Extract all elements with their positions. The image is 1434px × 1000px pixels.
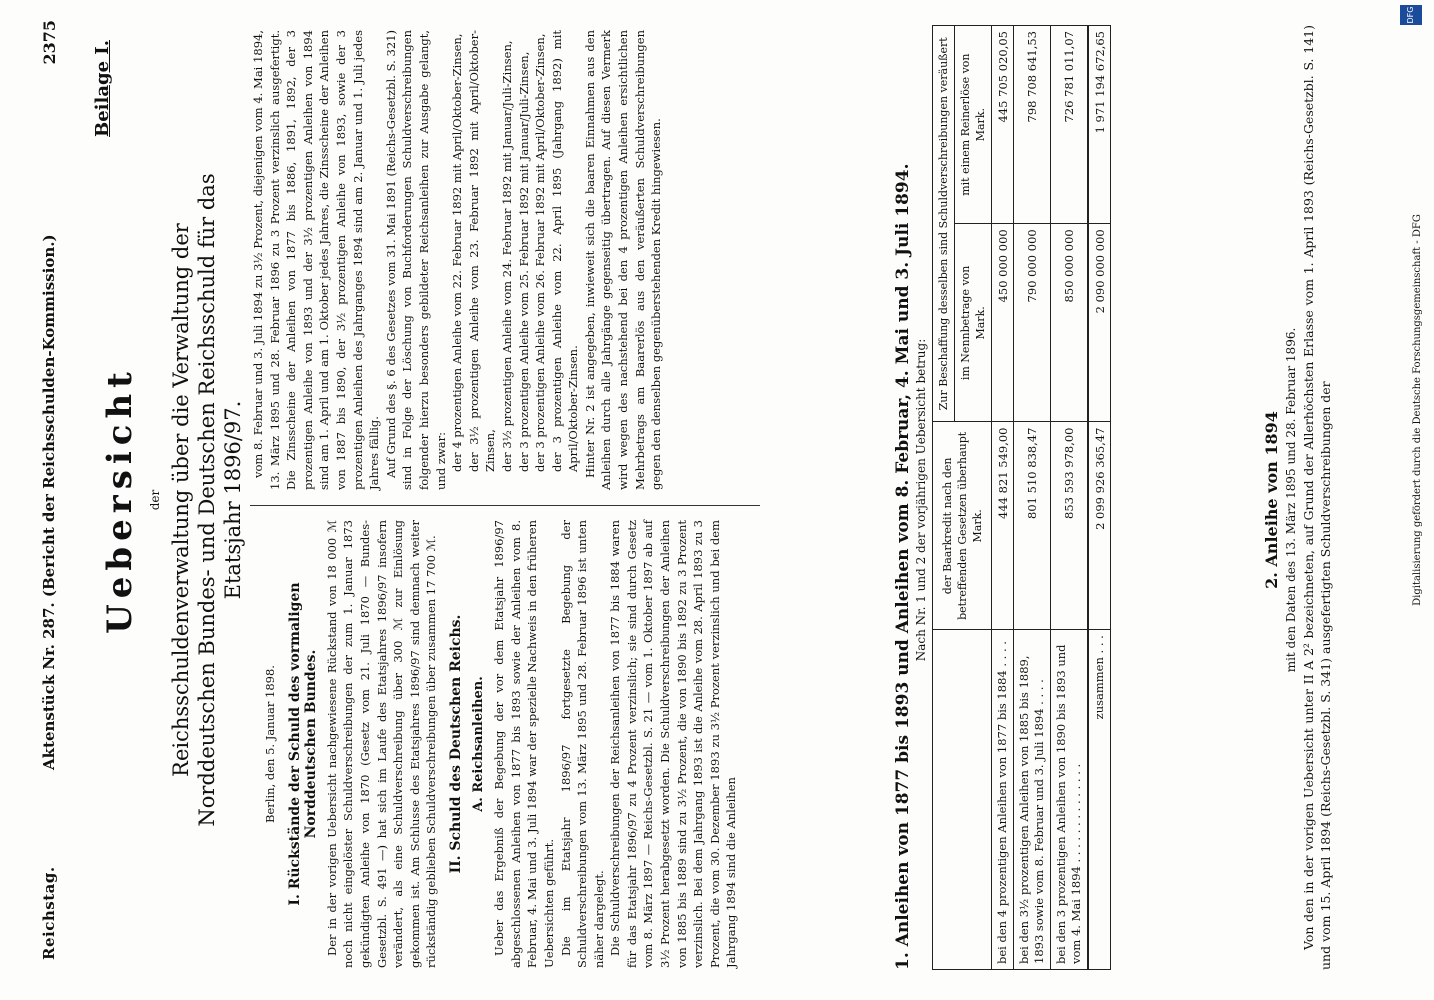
paragraph: Die im Etatsjahr 1896/97 fortgesetzte Begebung der Schuldverschreibungen vom 13. März 1895 und 28. Februar 1896 ist unten näher dargelegt. bbox=[558, 520, 606, 968]
row-label: bei den 3½ prozentigen Anleihen von 1885 bis 1889, 1893 sowie vom 8. Februar und 3. Juli 1894 . . . . bbox=[1014, 630, 1051, 970]
table-subtitle: Nach Nr. 1 und 2 der vorjährigen Uebersicht betrug: bbox=[914, 338, 928, 662]
table-row bbox=[1051, 26, 1089, 970]
title-der: der bbox=[148, 489, 162, 511]
cell-erloes: 726 781 011,07 bbox=[1051, 26, 1089, 224]
table-sum-row bbox=[1088, 26, 1111, 970]
dfg-logo: DFG bbox=[1400, 5, 1422, 25]
row-label: bei den 4 prozentigen Anleihen von 1877 bis 1884 . . . . bbox=[992, 630, 1014, 970]
list-item: der 3½ prozentigen Anleihe vom 23. Februar 1892 mit April/Oktober-Zinsen, bbox=[466, 30, 498, 472]
sum-label: zusammen . . . bbox=[1088, 630, 1111, 970]
list-item: der 3 prozentigen Anleihe vom 22. April 1895 (Jahrgang 1892) mit April/Oktober-Zinsen. bbox=[549, 30, 581, 472]
cell-kredit: 801 510 838,47 bbox=[1014, 422, 1051, 630]
table-row bbox=[992, 26, 1014, 970]
section-heading-1: I. Rückstände der Schuld des vormaligen Norddeutschen Bundes. bbox=[286, 582, 320, 906]
paragraph: Der in der vorigen Uebersicht nachgewiesene Rückstand von 18 000 ℳ noch nicht eingelöster Schuldverschreibungen der zum 1. Januar 1873 gekündigten Anleihe von 1870 (Gesetz vom 21. Juli 1870 — Bundes-Gesetzbl. S. 491 —) hat sich im Laufe des Etatsjahres 1896/97 insofern verändert, als eine Schuldverschreibung über 300 ℳ zur Einlösung gekommen ist. Am Schlusse des Etatsjahres 1896/97 sind demnach weiter rückständig geblieben Schuldverschreibungen über zusammen 17 700 ℳ. bbox=[324, 520, 439, 968]
cell-nenn: 850 000 000 bbox=[1051, 224, 1089, 422]
header-kredit-label: der Baarkredit nach den betreffenden Gesetzen überhaupt bbox=[940, 431, 969, 620]
sum-kredit: 2 099 926 365,47 bbox=[1088, 422, 1111, 630]
anleihen-table bbox=[932, 25, 1111, 970]
cell-erloes: 445 705 020,05 bbox=[992, 26, 1014, 224]
anleihe-2-text: Von den in der vorigen Uebersicht unter II A 2² bezeichneten, auf Grund der Allerhöchsten Erlasse vom 1. April 1893 (Reichs-Gesetzbl. S. 141) und vom 15. April 1894 (Reichs-Gesetzbl. S. 341) ausgefertigten Schuldverschreibungen der bbox=[1301, 25, 1333, 970]
unit-label: Mark. bbox=[970, 509, 984, 543]
table-header-row bbox=[933, 26, 955, 970]
header-reichstag: Reichstag. bbox=[40, 866, 58, 960]
list-item: der 3 prozentigen Anleihe vom 26. Februar 1892 mit April/Oktober-Zinsen, bbox=[533, 33, 548, 472]
document-subtitle: Reichsschuldenverwaltung über die Verwaltung der Norddeutschen Bundes- und Deutschen Reichsschuld für das Etatsjahr 1896/97. bbox=[169, 173, 245, 827]
sum-nenn: 2 090 000 000 bbox=[1088, 224, 1111, 422]
header-empty bbox=[933, 630, 992, 970]
cell-kredit: 444 821 549,00 bbox=[992, 422, 1014, 630]
unit-label: Mark. bbox=[974, 108, 987, 142]
digitization-note: Digitalisierung gefördert durch die Deutsche Forschungsgemeinschaft - DFG bbox=[1412, 214, 1423, 606]
row-label: bei den 3 prozentigen Anleihen von 1890 bis 1893 und vom 4. Mai 1894 . . . . . . . . . . . . . . bbox=[1051, 630, 1089, 970]
text-column-left bbox=[262, 520, 740, 968]
paragraph: vom 8. Februar und 3. Juli 1894 zu 3½ Prozent, diejenigen vom 4. Mai 1894, 13. März 1895 und 28. Februar 1896 zu 3 Prozent verzinslich ausgefertigt. Die Zinsscheine der Anleihen von 1877 bis 1886, 1891, 1892, der 3 prozentigen Anleihe von 1893 und der 3½ prozentigen Anleihen von 1894 sind am 1. April und am 1. Oktober jedes Jahres, die Zinsscheine der Anleihen von 1887 bis 1890, der 3½ prozentigen Anleihe von 1893, sowie der 3 prozentigen Anleihen des Jahrganges 1894 sind am 2. Januar und 1. Juli jedes Jahres fällig. bbox=[251, 30, 382, 490]
document-title: Uebersicht bbox=[100, 366, 140, 634]
page-header bbox=[18, 20, 68, 960]
cell-nenn: 790 000 000 bbox=[1014, 224, 1051, 422]
paragraph: Hinter Nr. 2 ist angegeben, inwieweit sich die baaren Einnahmen aus den Anleihen durch alle Jahrgänge gegenseitig übertragen. Auf diesen Vermerk wird wegen des nachstehend bei den 4 prozentigen Anleihen ersichtlichen Mehrbetrags am Baarerlös aus den veräußerten Schuldverschreibungen gegen den denselben gegenüberstehenden Kredit hingewiesen. bbox=[582, 30, 664, 490]
list-item: der 3½ prozentigen Anleihe vom 24. Februar 1892 mit Januar/Juli-Zinsen, bbox=[499, 40, 514, 472]
sum-erloes: 1 971 194 672,65 bbox=[1088, 26, 1111, 224]
paragraph: Die Schuldverschreibungen der Reichsanleihen von 1877 bis 1884 waren für das Etatsjahr 1896/97 zu 4 Prozent verzinslich; sie sind durch Gesetz vom 8. März 1897 — Reichs-Gesetzbl. S. 21 — vom 1. Oktober 1897 ab auf 3½ Prozent herabgesetzt worden. Die Schuldverschreibungen der Anleihen von 1885 bis 1889 sind zu 3½ Prozent, die von 1890 bis 1892 zu 3 Prozent verzinslich. Bei dem Jahrgang 1893 ist die Anleihe vom 28. April 1893 zu 3 Prozent, die vom 30. Dezember 1893 zu 3½ Prozent verzinslich und bei dem Jahrgang 1894 sind die Anleihen bbox=[608, 520, 739, 968]
header-nenn bbox=[955, 224, 992, 422]
table-row bbox=[1014, 26, 1051, 970]
page-number: 2375 bbox=[40, 20, 59, 65]
header-nenn-label: im Nennbetrage von bbox=[959, 265, 972, 381]
beilage-label: Beilage I. bbox=[92, 40, 113, 137]
cell-kredit: 853 593 978,00 bbox=[1051, 422, 1089, 630]
anleihe-2-subtitle: mit den Daten des 13. März 1895 und 28. Februar 1896. bbox=[1284, 327, 1298, 673]
cell-nenn: 450 000 000 bbox=[992, 224, 1014, 422]
cell-erloes: 798 708 641,53 bbox=[1014, 26, 1051, 224]
header-erloes bbox=[955, 26, 992, 224]
date-line: Berlin, den 5. Januar 1898. bbox=[263, 665, 277, 823]
section-heading-2: II. Schuld des Deutschen Reichs. bbox=[447, 614, 464, 874]
paragraph: Auf Grund des §. 6 des Gesetzes vom 31. Mai 1891 (Reichs-Gesetzbl. S. 321) sind in Folge der Löschung von Buchforderungen Schuldverschreibungen folgender hierzu besonders gebildeter Reichsanleihen zur Ausgabe gelangt, und zwar: bbox=[383, 30, 448, 490]
unit-label: Mark. bbox=[974, 306, 987, 340]
column-divider bbox=[250, 505, 760, 506]
list-item: der 3 prozentigen Anleihe vom 25. Februar 1892 mit Januar/Juli-Zinsen, bbox=[516, 51, 531, 472]
text-column-right bbox=[250, 30, 665, 490]
table-title: 1. Anleihen von 1877 bis 1893 und Anleihen vom 8. Februar, 4. Mai und 3. Juli 1894. bbox=[893, 163, 913, 970]
header-erloes-label: mit einem Reinerlöse von bbox=[959, 53, 972, 196]
header-kredit bbox=[933, 422, 992, 630]
list-item: der 4 prozentigen Anleihe vom 22. Februar 1892 mit April/Oktober-Zinsen, bbox=[450, 33, 465, 472]
paragraph: Ueber das Ergebniß der Begebung der vor dem Etatsjahr 1896/97 abgeschlossenen Anleihen von 1877 bis 1893 sowie der Anleihen vom 8. Februar, 4. Mai und 3. Juli 1894 war der spezielle Nachweis in den früheren Uebersichten geführt. bbox=[492, 520, 556, 968]
header-aktenstueck: Aktenstück Nr. 287. (Bericht der Reichsschulden-Kommission.) bbox=[40, 234, 58, 770]
anleihe-2-title: 2. Anleihe von 1894 bbox=[1262, 411, 1281, 589]
section-heading-a: A. Reichsanleihen. bbox=[470, 676, 486, 812]
header-group: Zur Beschaffung desselben sind Schuldverschreibungen veräußert bbox=[933, 26, 955, 423]
